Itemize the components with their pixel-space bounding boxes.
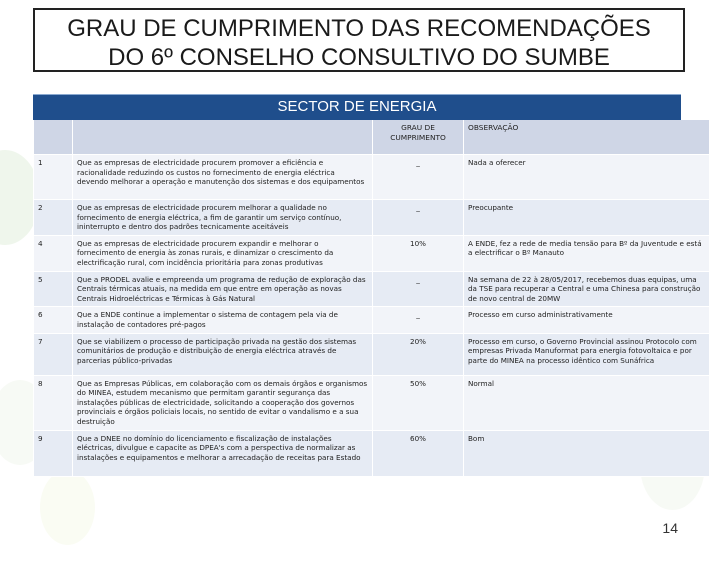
- row-grau: _: [373, 200, 464, 236]
- row-grau: _: [373, 271, 464, 307]
- table-row: [34, 375, 710, 430]
- row-grau: 20%: [373, 333, 464, 375]
- row-observacao: Processo em curso, o Governo Provincial assinou Protocolo com empresas Privada Manuformat para energia fotovoltaica e por parte do MINEA na processo idêntico com Sunáfrica: [464, 333, 710, 375]
- page-number: 14: [662, 520, 678, 536]
- row-observacao: Preocupante: [464, 200, 710, 236]
- row-observacao: A ENDE, fez a rede de media tensão para Bº da Juventude e está a electrificar o Bº Manauto: [464, 235, 710, 271]
- table-row: [34, 430, 710, 476]
- row-num: 8: [34, 375, 73, 430]
- row-recommendation: Que as empresas de electricidade procurem expandir e melhorar o fornecimento de energia às zonas rurais, e dinamizar o crescimento da electrificação rural, com incidência prioritária para zonas produtivas: [73, 235, 373, 271]
- table-row: [34, 200, 710, 236]
- row-num: 5: [34, 271, 73, 307]
- row-grau: 10%: [373, 235, 464, 271]
- row-observacao: Na semana de 22 à 28/05/2017, recebemos duas equipas, uma da TSE para recuperar a Central e uma Chinesa para construção de novo central de 20MW: [464, 271, 710, 307]
- row-grau: 50%: [373, 375, 464, 430]
- row-observacao: Processo em curso administrativamente: [464, 307, 710, 333]
- row-num: 4: [34, 235, 73, 271]
- section-header: SECTOR DE ENERGIA: [33, 94, 681, 120]
- balloon-decoration: [40, 470, 95, 545]
- header-num: [34, 120, 73, 155]
- header-recommendation: [73, 120, 373, 155]
- header-grau: GRAU DE CUMPRIMENTO: [373, 120, 464, 155]
- row-num: 9: [34, 430, 73, 476]
- table-header-row: [34, 120, 710, 155]
- row-recommendation: Que as empresas de electricidade procurem melhorar a qualidade no fornecimento de energia eléctrica, a fim de garantir um serviço contínuo, ininterrupto e dentro dos padrões tecnicamente aceitáveis: [73, 200, 373, 236]
- row-num: 2: [34, 200, 73, 236]
- table-row: [34, 307, 710, 333]
- row-observacao: Bom: [464, 430, 710, 476]
- table-row: [34, 271, 710, 307]
- slide-title: [33, 8, 685, 72]
- table-row: [34, 155, 710, 200]
- row-observacao: Nada a oferecer: [464, 155, 710, 200]
- row-recommendation: Que as empresas de electricidade procurem promover a eficiência e racionalidade reduzindo os custos no fornecimento de energia eléctrica devendo melhorar a operação e manutenção dos sistemas e dos equipamentos: [73, 155, 373, 200]
- header-observacao: OBSERVAÇÃO: [464, 120, 710, 155]
- row-observacao: Normal: [464, 375, 710, 430]
- title-line-2: DO 6º CONSELHO CONSULTIVO DO SUMBE: [108, 44, 610, 71]
- row-num: 1: [34, 155, 73, 200]
- row-recommendation: Que a PRODEL avalie e empreenda um programa de redução de exploração das Centrais térmicas atuais, na medida em que entre em operação as novas Centrais Hidroeléctricas e Térmicas à Gás Natural: [73, 271, 373, 307]
- row-recommendation: Que as Empresas Públicas, em colaboração com os demais órgãos e organismos do MINEA, estudem mecanismo que permitam garantir segurança das instalações públicas de electricidade, solicitando a cooperação dos governos provinciais e órgãos policiais locais, no sentido de evitar o vandalismo e a sua destruição: [73, 375, 373, 430]
- row-num: 7: [34, 333, 73, 375]
- title-line-1: GRAU DE CUMPRIMENTO DAS RECOMENDAÇÕES: [67, 15, 651, 42]
- row-grau: 60%: [373, 430, 464, 476]
- row-grau: _: [373, 307, 464, 333]
- recommendations-table: [33, 120, 710, 477]
- row-recommendation: Que a DNEE no domínio do licenciamento e fiscalização de instalações eléctricas, divulgue e capacite as DPEA's com a perspectiva de normalizar as instalações e equipamentos e melhorar a arrecadação de receitas para Estado: [73, 430, 373, 476]
- table-row: [34, 235, 710, 271]
- table-row: [34, 333, 710, 375]
- row-num: 6: [34, 307, 73, 333]
- row-grau: _: [373, 155, 464, 200]
- row-recommendation: Que a ENDE continue a implementar o sistema de contagem pela via de instalação de contadores pré-pagos: [73, 307, 373, 333]
- row-recommendation: Que se viabilizem o processo de participação privada na gestão dos sistemas comunitários de produção e distribuição de energia eléctrica através de parcerias público-privadas: [73, 333, 373, 375]
